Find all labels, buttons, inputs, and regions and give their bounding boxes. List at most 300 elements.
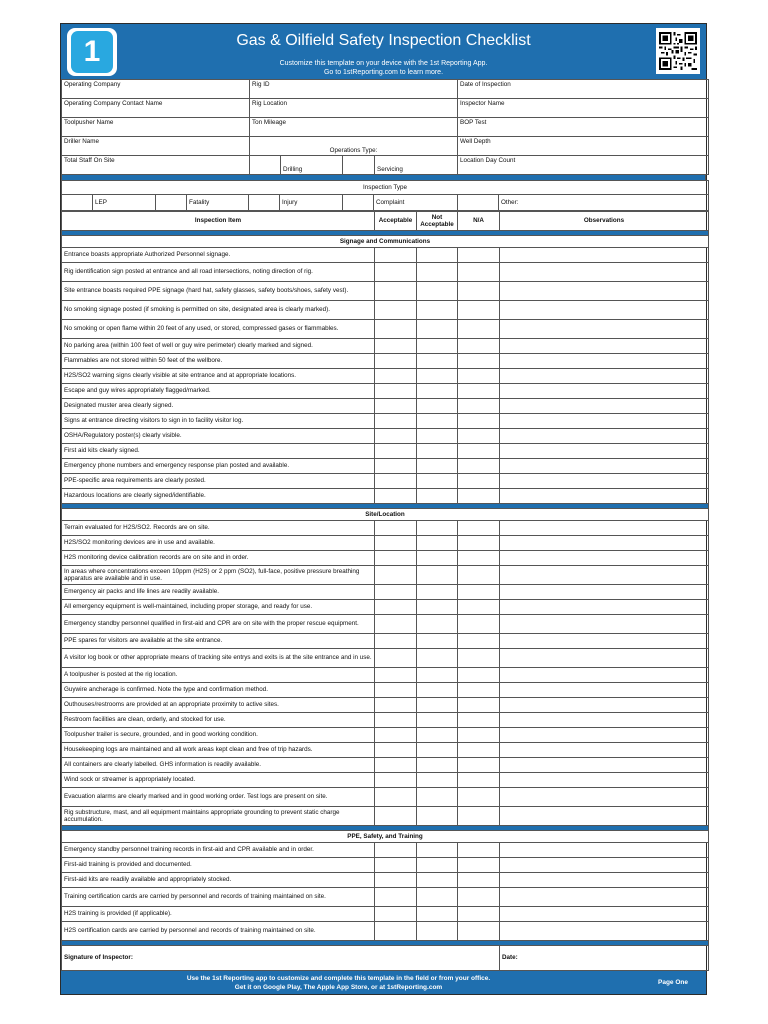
na-cell[interactable] — [458, 551, 500, 566]
checklist-row — [62, 339, 709, 354]
inspection-item-text: A toolpusher is posted at the rig location. — [62, 668, 375, 683]
na-cell[interactable] — [458, 888, 500, 907]
total-staff-field[interactable]: Total Staff On Site — [62, 156, 250, 175]
checklist-row — [62, 444, 709, 459]
na-cell[interactable] — [458, 585, 500, 600]
acceptable-cell[interactable] — [375, 888, 417, 907]
signature-row — [62, 946, 709, 971]
na-cell[interactable] — [458, 444, 500, 459]
injury-label: Injury — [280, 195, 343, 211]
na-cell[interactable] — [458, 873, 500, 888]
servicing-checkbox[interactable] — [343, 156, 375, 175]
observations-cell[interactable] — [500, 788, 709, 807]
subtitle-line-1: Customize this template on your device with the 1st Reporting App. — [279, 60, 488, 67]
acceptable-cell[interactable] — [375, 474, 417, 489]
inspection-item-text: Entrance boasts appropriate Authorized Personnel signage. — [62, 248, 375, 263]
drilling-checkbox[interactable] — [250, 156, 281, 175]
inspection-item-text: H2S monitoring device calibration records are on site and in order. — [62, 551, 375, 566]
footer-banner — [61, 971, 706, 994]
not-acceptable-cell[interactable] — [417, 414, 458, 429]
na-cell[interactable] — [458, 649, 500, 668]
not-acceptable-cell[interactable] — [417, 922, 458, 941]
not-acceptable-cell[interactable] — [417, 474, 458, 489]
not-acceptable-cell[interactable] — [417, 369, 458, 384]
not-acceptable-cell[interactable] — [417, 301, 458, 320]
acceptable-cell[interactable] — [375, 743, 417, 758]
inspection-item-text: No smoking signage posted (if smoking is permitted on site, designated area is clearly marked). — [62, 301, 375, 320]
driller-name-field[interactable]: Driller Name — [62, 137, 250, 156]
inspection-item-text: Emergency air packs and life lines are readily available. — [62, 585, 375, 600]
checklist-row — [62, 634, 709, 649]
acceptable-cell[interactable] — [375, 369, 417, 384]
complaint-label: Complaint — [374, 195, 458, 211]
not-acceptable-cell[interactable] — [417, 429, 458, 444]
observations-cell[interactable] — [500, 444, 709, 459]
acceptable-cell[interactable] — [375, 600, 417, 615]
checklist-body — [62, 231, 709, 946]
observations-cell[interactable] — [500, 615, 709, 634]
checklist-row — [62, 600, 709, 615]
not-acceptable-cell[interactable] — [417, 873, 458, 888]
not-acceptable-cell[interactable] — [417, 399, 458, 414]
header-banner — [61, 24, 706, 79]
subtitle-line-2: Go to 1stReporting.com to learn more. — [323, 69, 444, 76]
inspection-item-text: Outhouses/restrooms are provided at an appropriate proximity to active sites. — [62, 698, 375, 713]
inspection-item-text: PPE spares for visitors are available at the site entrance. — [62, 634, 375, 649]
acceptable-cell[interactable] — [375, 758, 417, 773]
acceptable-cell[interactable] — [375, 414, 417, 429]
acceptable-cell[interactable] — [375, 873, 417, 888]
toolpusher-name-field[interactable]: Toolpusher Name — [62, 118, 250, 137]
not-acceptable-cell[interactable] — [417, 807, 458, 826]
observations-cell[interactable] — [500, 668, 709, 683]
observations-cell[interactable] — [500, 459, 709, 474]
section-header-row — [62, 831, 709, 843]
acceptable-cell[interactable] — [375, 566, 417, 585]
observations-cell[interactable] — [500, 843, 709, 858]
inspection-item-text: Rig identification sign posted at entrance and all road intersections, noting direction of rig. — [62, 263, 375, 282]
na-cell[interactable] — [458, 743, 500, 758]
bop-test-field[interactable]: BOP Test — [458, 118, 709, 137]
not-acceptable-cell[interactable] — [417, 843, 458, 858]
acceptable-cell[interactable] — [375, 858, 417, 873]
acceptable-cell[interactable] — [375, 713, 417, 728]
other-field[interactable]: Other: — [499, 195, 709, 211]
inspection-item-text: Evacuation alarms are clearly marked and in good working order. Test logs are present on site. — [62, 788, 375, 807]
checklist-row — [62, 873, 709, 888]
not-acceptable-cell[interactable] — [417, 649, 458, 668]
inspection-item-text: Restroom facilities are clean, orderly, and stocked for use. — [62, 713, 375, 728]
acceptable-cell[interactable] — [375, 489, 417, 504]
acceptable-cell[interactable] — [375, 444, 417, 459]
not-acceptable-cell[interactable] — [417, 282, 458, 301]
not-acceptable-cell[interactable] — [417, 489, 458, 504]
checklist-row — [62, 551, 709, 566]
checklist-row — [62, 698, 709, 713]
footer-line-1: Use the 1st Reporting app to customize and complete this template in the field or from your office. — [186, 975, 491, 982]
rig-location-field[interactable]: Rig Location — [250, 99, 458, 118]
not-acceptable-cell[interactable] — [417, 354, 458, 369]
observations-cell[interactable] — [500, 907, 709, 922]
observations-cell[interactable] — [500, 873, 709, 888]
well-depth-field[interactable]: Well Depth — [458, 137, 709, 156]
section-header-row — [62, 236, 709, 248]
na-cell[interactable] — [458, 615, 500, 634]
checklist-row — [62, 922, 709, 941]
acceptable-cell[interactable] — [375, 922, 417, 941]
checklist-row — [62, 807, 709, 826]
na-cell[interactable] — [458, 788, 500, 807]
observations-cell[interactable] — [500, 354, 709, 369]
not-acceptable-cell[interactable] — [417, 566, 458, 585]
checklist-row — [62, 858, 709, 873]
not-acceptable-cell[interactable] — [417, 773, 458, 788]
not-acceptable-cell[interactable] — [417, 339, 458, 354]
checklist-row — [62, 843, 709, 858]
observations-cell[interactable] — [500, 320, 709, 339]
column-na: N/A — [458, 212, 500, 231]
observations-cell[interactable] — [500, 566, 709, 585]
acceptable-cell[interactable] — [375, 551, 417, 566]
inspection-item-text: Escape and guy wires appropriately flagged/marked. — [62, 384, 375, 399]
inspection-item-text: H2S training is provided (if applicable). — [62, 907, 375, 922]
acceptable-cell[interactable] — [375, 649, 417, 668]
inspection-item-text: Guywire ancherage is confirmed. Note the type and confirmation method. — [62, 683, 375, 698]
na-cell[interactable] — [458, 536, 500, 551]
not-acceptable-cell[interactable] — [417, 907, 458, 922]
checklist-row — [62, 683, 709, 698]
inspection-item-text: First-aid training is provided and documented. — [62, 858, 375, 873]
na-cell[interactable] — [458, 521, 500, 536]
not-acceptable-cell[interactable] — [417, 444, 458, 459]
checklist-row — [62, 668, 709, 683]
observations-cell[interactable] — [500, 773, 709, 788]
na-cell[interactable] — [458, 248, 500, 263]
not-acceptable-cell[interactable] — [417, 743, 458, 758]
fatality-label: Fatality — [187, 195, 249, 211]
observations-cell[interactable] — [500, 683, 709, 698]
inspection-item-text: Hazardous locations are clearly signed/identifiable. — [62, 489, 375, 504]
page-title: Gas & Oilfield Safety Inspection Checklist — [236, 32, 531, 49]
observations-cell[interactable] — [500, 585, 709, 600]
checklist-row — [62, 414, 709, 429]
page-number: Page One — [658, 979, 688, 986]
checklist-row — [62, 615, 709, 634]
na-cell[interactable] — [458, 858, 500, 873]
acceptable-cell[interactable] — [375, 728, 417, 743]
acceptable-cell[interactable] — [375, 521, 417, 536]
fatality-checkbox[interactable] — [156, 195, 187, 211]
checklist-row — [62, 282, 709, 301]
na-cell[interactable] — [458, 907, 500, 922]
acceptable-cell[interactable] — [375, 459, 417, 474]
checklist-row — [62, 649, 709, 668]
checklist-sheet — [60, 23, 707, 995]
complaint-checkbox[interactable] — [343, 195, 374, 211]
inspection-item-text: First aid kits clearly signed. — [62, 444, 375, 459]
servicing-label: Servicing — [375, 156, 458, 175]
acceptable-cell[interactable] — [375, 698, 417, 713]
acceptable-cell[interactable] — [375, 339, 417, 354]
checklist-row — [62, 536, 709, 551]
acceptable-cell[interactable] — [375, 585, 417, 600]
na-cell[interactable] — [458, 728, 500, 743]
na-cell[interactable] — [458, 282, 500, 301]
checklist-row — [62, 369, 709, 384]
inspection-item-text: Training certification cards are carried by personnel and records of training maintained on site. — [62, 888, 375, 907]
observations-cell[interactable] — [500, 634, 709, 649]
not-acceptable-cell[interactable] — [417, 459, 458, 474]
acceptable-cell[interactable] — [375, 248, 417, 263]
signature-field[interactable]: Signature of Inspector: — [62, 946, 500, 971]
footer-line-2: Get it on Google Play, The Apple App Store, or at 1stReporting.com — [234, 984, 443, 991]
checklist-row — [62, 354, 709, 369]
operating-company-field[interactable]: Operating Company — [62, 80, 250, 99]
observations-cell[interactable] — [500, 698, 709, 713]
observations-cell[interactable] — [500, 649, 709, 668]
na-cell[interactable] — [458, 843, 500, 858]
observations-cell[interactable] — [500, 301, 709, 320]
inspection-type-table — [61, 180, 709, 211]
checklist-row — [62, 459, 709, 474]
inspection-item-text: Signs at entrance directing visitors to sign in to facility visitor log. — [62, 414, 375, 429]
acceptable-cell[interactable] — [375, 615, 417, 634]
acceptable-cell[interactable] — [375, 634, 417, 649]
observations-cell[interactable] — [500, 474, 709, 489]
section-header-row — [62, 509, 709, 521]
observations-cell[interactable] — [500, 248, 709, 263]
not-acceptable-cell[interactable] — [417, 248, 458, 263]
na-cell[interactable] — [458, 634, 500, 649]
na-cell[interactable] — [458, 414, 500, 429]
na-cell[interactable] — [458, 600, 500, 615]
lep-checkbox[interactable] — [62, 195, 93, 211]
acceptable-cell[interactable] — [375, 843, 417, 858]
contact-name-field[interactable]: Operating Company Contact Name — [62, 99, 250, 118]
checklist-row — [62, 399, 709, 414]
na-cell[interactable] — [458, 339, 500, 354]
not-acceptable-cell[interactable] — [417, 551, 458, 566]
observations-cell[interactable] — [500, 489, 709, 504]
na-cell[interactable] — [458, 713, 500, 728]
checklist-row — [62, 429, 709, 444]
observations-cell[interactable] — [500, 600, 709, 615]
checklist-row — [62, 907, 709, 922]
observations-cell[interactable] — [500, 384, 709, 399]
section-title: Site/Location — [62, 509, 709, 521]
other-checkbox[interactable] — [458, 195, 499, 211]
checklist-row — [62, 248, 709, 263]
observations-cell[interactable] — [500, 758, 709, 773]
not-acceptable-cell[interactable] — [417, 788, 458, 807]
not-acceptable-cell[interactable] — [417, 521, 458, 536]
na-cell[interactable] — [458, 807, 500, 826]
not-acceptable-cell[interactable] — [417, 600, 458, 615]
section-title: PPE, Safety, and Training — [62, 831, 709, 843]
observations-cell[interactable] — [500, 728, 709, 743]
inspection-item-text: Emergency phone numbers and emergency response plan posted and available. — [62, 459, 375, 474]
checklist-row — [62, 743, 709, 758]
checklist-row — [62, 773, 709, 788]
column-not-acceptable — [417, 212, 458, 231]
not-acceptable-cell[interactable] — [417, 536, 458, 551]
acceptable-cell[interactable] — [375, 399, 417, 414]
not-acceptable-cell[interactable] — [417, 615, 458, 634]
qr-code-icon — [656, 28, 700, 74]
acceptable-cell[interactable] — [375, 668, 417, 683]
na-cell[interactable] — [458, 459, 500, 474]
column-inspection-item: Inspection Item — [62, 212, 375, 231]
na-cell[interactable] — [458, 429, 500, 444]
observations-cell[interactable] — [500, 521, 709, 536]
not-acceptable-cell[interactable] — [417, 585, 458, 600]
not-acceptable-cell[interactable] — [417, 668, 458, 683]
not-acceptable-cell[interactable] — [417, 728, 458, 743]
acceptable-cell[interactable] — [375, 683, 417, 698]
inspection-item-text: Emergency standby personnel qualified in first-aid and CPR are on site with the proper rescue equipment. — [62, 615, 375, 634]
inspection-item-text: In areas where concentrations exceen 10ppm (H2S) or 2 ppm (SO2), full-face, positive pressure breathing apparatus are available and in use. — [62, 566, 375, 585]
na-cell[interactable] — [458, 922, 500, 941]
inspection-item-text: Housekeeping logs are maintained and all work areas kept clean and free of trip hazards. — [62, 743, 375, 758]
not-acceptable-line-1: Not — [431, 214, 443, 221]
inspection-item-text: Emergency standby personnel training records in first-aid and CPR available and in order. — [62, 843, 375, 858]
na-cell[interactable] — [458, 263, 500, 282]
page-subtitle — [61, 59, 706, 77]
inspection-item-text: All emergency equipment is well-maintained, including proper storage, and ready for use. — [62, 600, 375, 615]
not-acceptable-cell[interactable] — [417, 888, 458, 907]
acceptable-cell[interactable] — [375, 301, 417, 320]
acceptable-cell[interactable] — [375, 282, 417, 301]
not-acceptable-cell[interactable] — [417, 384, 458, 399]
observations-cell[interactable] — [500, 743, 709, 758]
na-cell[interactable] — [458, 489, 500, 504]
operations-type-label: Operations Type: — [250, 137, 458, 156]
checklist-row — [62, 489, 709, 504]
acceptable-cell[interactable] — [375, 384, 417, 399]
na-cell[interactable] — [458, 474, 500, 489]
not-acceptable-cell[interactable] — [417, 713, 458, 728]
observations-cell[interactable] — [500, 858, 709, 873]
observations-cell[interactable] — [500, 282, 709, 301]
na-cell[interactable] — [458, 320, 500, 339]
observations-cell[interactable] — [500, 807, 709, 826]
na-cell[interactable] — [458, 301, 500, 320]
na-cell[interactable] — [458, 399, 500, 414]
na-cell[interactable] — [458, 354, 500, 369]
inspection-item-text: Toolpusher trailer is secure, grounded, and in good working condition. — [62, 728, 375, 743]
observations-cell[interactable] — [500, 369, 709, 384]
checklist-row — [62, 585, 709, 600]
not-acceptable-cell[interactable] — [417, 683, 458, 698]
acceptable-cell[interactable] — [375, 429, 417, 444]
checklist-row — [62, 728, 709, 743]
info-table — [61, 79, 709, 175]
observations-cell[interactable] — [500, 922, 709, 941]
inspection-item-text: A visitor log book or other appropriate means of tracking site entrys and exits is at the site entrance and in use. — [62, 649, 375, 668]
observations-cell[interactable] — [500, 263, 709, 282]
ton-mileage-field[interactable]: Ton Mileage — [250, 118, 458, 137]
observations-cell[interactable] — [500, 429, 709, 444]
column-acceptable: Acceptable — [375, 212, 417, 231]
inspection-item-text: Flammables are not stored within 50 feet of the wellbore. — [62, 354, 375, 369]
inspection-item-text: PPE-specific area requirements are clearly posted. — [62, 474, 375, 489]
inspection-item-text: H2S/SO2 warning signs clearly visible at site entrance and at appropriate locations. — [62, 369, 375, 384]
observations-cell[interactable] — [500, 536, 709, 551]
observations-cell[interactable] — [500, 339, 709, 354]
acceptable-cell[interactable] — [375, 354, 417, 369]
inspection-item-text: No smoking or open flame within 20 feet of any used, or stored, compressed gases or flammables. — [62, 320, 375, 339]
checklist-row — [62, 888, 709, 907]
footer-message — [61, 974, 616, 992]
observations-cell[interactable] — [500, 551, 709, 566]
na-cell[interactable] — [458, 668, 500, 683]
checklist-row — [62, 713, 709, 728]
injury-checkbox[interactable] — [249, 195, 280, 211]
not-acceptable-line-2: Acceptable — [420, 221, 454, 228]
acceptable-cell[interactable] — [375, 788, 417, 807]
observations-cell[interactable] — [500, 399, 709, 414]
acceptable-cell[interactable] — [375, 320, 417, 339]
checklist-row — [62, 758, 709, 773]
na-cell[interactable] — [458, 384, 500, 399]
checklist-row — [62, 263, 709, 282]
checklist-row — [62, 320, 709, 339]
na-cell[interactable] — [458, 566, 500, 585]
not-acceptable-cell[interactable] — [417, 320, 458, 339]
checklist-row — [62, 566, 709, 585]
not-acceptable-cell[interactable] — [417, 634, 458, 649]
date-of-inspection-field[interactable]: Date of Inspection — [458, 80, 709, 99]
not-acceptable-cell[interactable] — [417, 758, 458, 773]
acceptable-cell[interactable] — [375, 263, 417, 282]
drilling-label: Drilling — [281, 156, 343, 175]
na-cell[interactable] — [458, 698, 500, 713]
acceptable-cell[interactable] — [375, 536, 417, 551]
lep-label: LEP — [93, 195, 156, 211]
not-acceptable-cell[interactable] — [417, 698, 458, 713]
rig-id-field[interactable]: Rig ID — [250, 80, 458, 99]
observations-cell[interactable] — [500, 888, 709, 907]
checklist-row — [62, 301, 709, 320]
inspection-item-text: Wind sock or streamer is appropriately located. — [62, 773, 375, 788]
na-cell[interactable] — [458, 773, 500, 788]
checklist-row — [62, 521, 709, 536]
acceptable-cell[interactable] — [375, 907, 417, 922]
observations-cell[interactable] — [500, 414, 709, 429]
inspection-item-text: Designated muster area clearly signed. — [62, 399, 375, 414]
location-day-count-field[interactable]: Location Day Count — [458, 156, 709, 175]
na-cell[interactable] — [458, 683, 500, 698]
observations-cell[interactable] — [500, 713, 709, 728]
checklist-row — [62, 474, 709, 489]
acceptable-cell[interactable] — [375, 773, 417, 788]
inspector-name-field[interactable]: Inspector Name — [458, 99, 709, 118]
acceptable-cell[interactable] — [375, 807, 417, 826]
na-cell[interactable] — [458, 369, 500, 384]
logo-mark: 1 — [71, 31, 113, 73]
na-cell[interactable] — [458, 758, 500, 773]
column-header-row — [62, 212, 709, 231]
not-acceptable-cell[interactable] — [417, 858, 458, 873]
date-field[interactable]: Date: — [500, 946, 709, 971]
checklist-table — [61, 211, 709, 971]
inspection-item-text: Terrain evaluated for H2S/SO2. Records are on site. — [62, 521, 375, 536]
inspection-item-text: Rig substructure, mast, and all equipment maintains appropriate grounding to prevent static charge accumulation. — [62, 807, 375, 826]
not-acceptable-cell[interactable] — [417, 263, 458, 282]
inspection-type-label: Inspection Type — [62, 181, 709, 195]
inspection-item-text: H2S certification cards are carried by personnel and records of training maintained on site. — [62, 922, 375, 941]
column-observations: Observations — [500, 212, 709, 231]
